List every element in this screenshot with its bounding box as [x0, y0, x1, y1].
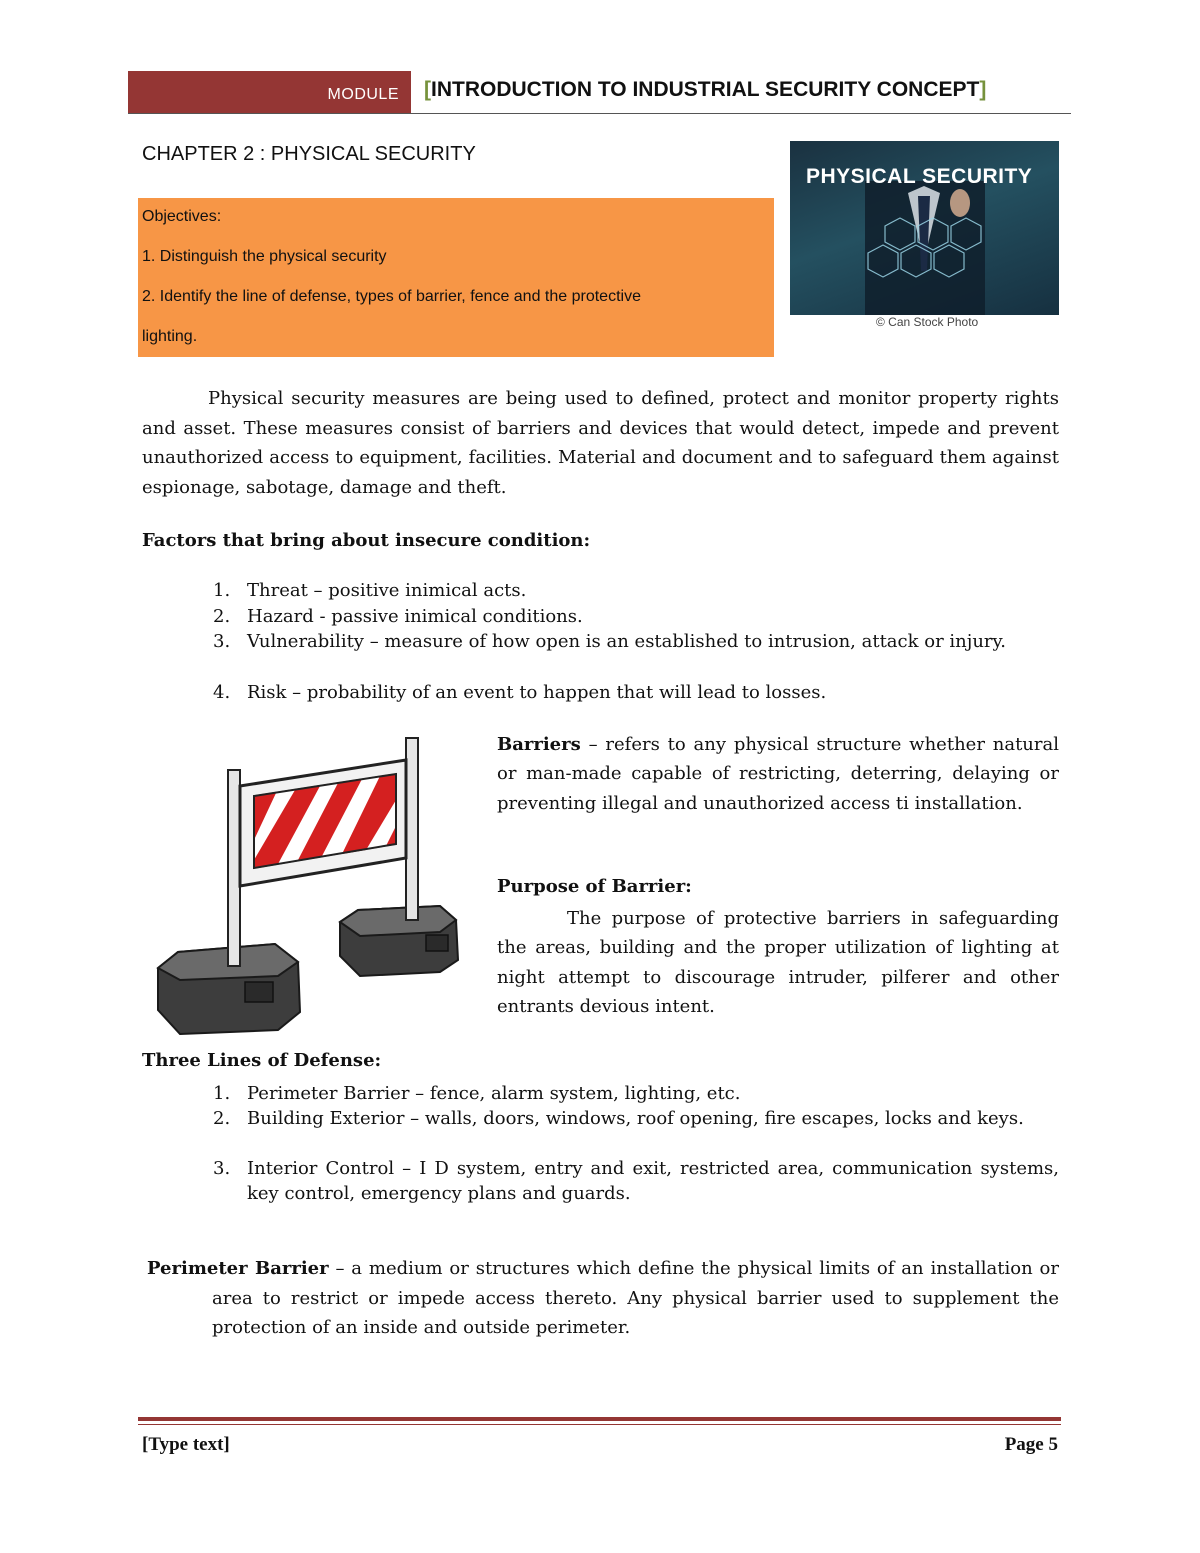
defense-heading: Three Lines of Defense:	[142, 1050, 382, 1071]
footer-rule-thick	[138, 1417, 1061, 1421]
chapter-title: CHAPTER 2 : PHYSICAL SECURITY	[142, 143, 476, 165]
factor-item-2	[213, 604, 1059, 629]
factor-item-4	[213, 680, 1059, 705]
bracket-open: [	[424, 78, 431, 101]
defense-text: Interior Control – I D system, entry and exit, restricted area, communication systems, key control, emergency plans and guards.	[247, 1158, 1059, 1204]
purpose-text: The purpose of protective barriers in safeguarding the areas, building and the proper utilization of lighting at night attempt to discourage intruder, pilferer and other entrants devious intent.	[497, 908, 1059, 1017]
module-label: MODULE	[327, 86, 399, 103]
barrier-illustration	[150, 730, 490, 1035]
factor-num: 4.	[213, 682, 231, 703]
defense-text: Building Exterior – walls, doors, windows, roof opening, fire escapes, locks and keys.	[247, 1108, 1024, 1129]
defense-item-2	[213, 1106, 1059, 1131]
physical-security-photo	[790, 141, 1059, 315]
module-title	[424, 78, 986, 102]
objective-1: 1. Distinguish the physical security	[142, 248, 387, 265]
purpose-heading: Purpose of Barrier:	[497, 876, 692, 897]
factors-heading: Factors that bring about insecure condition:	[142, 530, 591, 551]
photo-caption: © Can Stock Photo	[876, 315, 979, 329]
defense-text: Perimeter Barrier – fence, alarm system, lighting, etc.	[247, 1083, 741, 1104]
factor-num: 3.	[213, 631, 231, 652]
footer-rule-thin	[138, 1424, 1061, 1425]
bracket-close: ]	[979, 78, 987, 101]
factor-text: Risk – probability of an event to happen that will lead to losses.	[247, 682, 827, 703]
perimeter-definition	[147, 1254, 1059, 1343]
factor-num: 1.	[213, 580, 231, 601]
defense-num: 1.	[213, 1083, 231, 1104]
defense-item-3	[213, 1156, 1059, 1206]
factor-text: Threat – positive inimical acts.	[247, 580, 527, 601]
defense-item-1	[213, 1081, 1059, 1106]
factor-item-3	[213, 629, 1059, 654]
intro-paragraph: Physical security measures are being used to defined, protect and monitor property rights and asset. These measures consist of barriers and devices that would detect, impede and prevent unauthorized access to equipment, facilities. Material and document and to safeguard them against espionage, sabotage, damage and theft.	[142, 388, 1059, 498]
header-rule	[128, 113, 1071, 114]
objective-2-line2: lighting.	[142, 328, 198, 345]
barriers-text: – refers to any physical structure whether natural or man-made capable of restricting, deterring, delaying or preventing illegal and unauthorized access ti installation.	[497, 734, 1059, 814]
factor-item-1	[213, 578, 1059, 603]
footer-left-text: [Type text]	[142, 1434, 230, 1455]
objectives-heading: Objectives:	[142, 208, 222, 225]
photo-banner: PHYSICAL SECURITY	[806, 165, 1033, 188]
factor-text: Vulnerability – measure of how open is an established to intrusion, attack or injury.	[247, 631, 1007, 652]
perimeter-text: – a medium or structures which define the physical limits of an installation or area to restrict or impede access thereto. Any physical barrier used to supplement the protection of an inside and outside perimeter.	[212, 1258, 1059, 1338]
barriers-definition	[497, 730, 1059, 818]
defense-num: 3.	[213, 1158, 231, 1179]
objective-2-line1: 2. Identify the line of defense, types of barrier, fence and the protective	[142, 288, 641, 305]
objectives-box	[138, 198, 774, 357]
barriers-term: Barriers	[497, 734, 581, 755]
defense-num: 2.	[213, 1108, 231, 1129]
page-number: Page 5	[1004, 1434, 1058, 1455]
module-title-text: INTRODUCTION TO INDUSTRIAL SECURITY CONCEPT	[431, 78, 980, 101]
factor-text: Hazard - passive inimical conditions.	[247, 606, 583, 627]
factor-num: 2.	[213, 606, 231, 627]
perimeter-term: Perimeter Barrier	[147, 1258, 329, 1279]
